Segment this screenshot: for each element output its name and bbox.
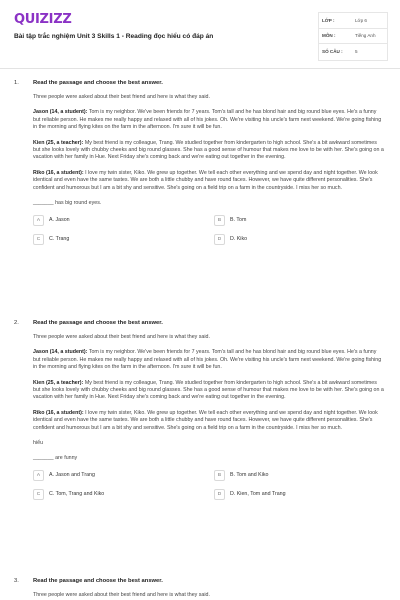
- meta-value: Tiếng Anh: [355, 33, 376, 39]
- question-stem: _______ has big round eyes.: [33, 200, 102, 207]
- meta-row-subject: [319, 29, 387, 45]
- question-body: [33, 80, 385, 245]
- paragraph-text: My best friend is my colleague, Trang. We studied together from kindergarten to high school. She's a bit awkward sometimes but she looks lovely with chubby cheeks and big round glasses. She has a good sense of humour that makes me love to be with her. She's going on a vacation with her family in Hue. Next Friday she's coming back and we're eating out together in the evening.: [33, 139, 384, 161]
- header-divider: [0, 68, 400, 69]
- paragraph-text: I love my twin sister, Kiko. We grew up together. We tell each other everything and we spend day and night together. We look identical and even have the same tastes. We are both a little chubby and have round faces. However, we have quite different personalities. She's confident and humorous but I am a bit shy and sensitive. She's going on a field trip on a farm in the countryside. I miss her so much.: [33, 169, 378, 191]
- paragraph-text: Tom is my neighbor. We've been friends for 7 years. Tom's tall and he has blond hair and big round blue eyes. He's a funny but reliable person. He makes me really happy and relaxed with all of his jokes. Oh. We're visiting his uncle's farm next weekend. We're going fishing in the morning and flying kites on the farm in the afternoon. I'm sure it will be fun.: [33, 109, 382, 131]
- passage-paragraph: [33, 109, 385, 131]
- passage-paragraph: [33, 380, 385, 402]
- option-letter: C: [33, 234, 44, 245]
- meta-value: Lớp 6: [355, 17, 367, 23]
- meta-row-count: [319, 44, 387, 60]
- meta-table: [318, 12, 388, 61]
- question-body: [33, 320, 385, 500]
- question-prompt: Read the passage and choose the best answer.: [33, 578, 163, 584]
- passage-paragraph: [33, 349, 385, 371]
- meta-key: LỚP :: [322, 17, 335, 23]
- meta-row-class: [319, 13, 387, 29]
- speaker-label: Kien (25, a teacher):: [33, 379, 84, 386]
- option-text: C. Trang: [49, 236, 70, 243]
- option-c[interactable]: [33, 233, 214, 245]
- speaker-label: Kien (25, a teacher):: [33, 139, 84, 146]
- option-text: C. Tom, Trang and Kiko: [49, 491, 105, 498]
- question-prompt: Read the passage and choose the best answer.: [33, 80, 163, 86]
- option-text: D. Kiko: [230, 236, 248, 243]
- passage-paragraph: [33, 410, 385, 432]
- page-header: [0, 0, 400, 62]
- meta-value: 5: [355, 49, 358, 55]
- option-text: A. Jason and Trang: [49, 472, 95, 479]
- paragraph-text: Tom is my neighbor. We've been friends for 7 years. Tom's tall and he has blond hair and big round blue eyes. He's a funny but reliable person. He makes me really happy and relaxed with all of his jokes. Oh. We're visiting his uncle's farm next weekend. We're going fishing in the morning and flying kites on the farm in the afternoon. I'm sure it will be fun.: [33, 349, 382, 371]
- option-letter: B: [214, 215, 225, 226]
- option-b[interactable]: [214, 469, 385, 481]
- paragraph-text: I love my twin sister, Kiko. We grew up together. We tell each other everything and we spend day and night together. We look identical and even have the same tastes. We are both a little chubby and have round faces. However, we have quite different personalities. She's confident and humorous but I am a bit shy and sensitive. She's going on a field trip on a farm in the countryside. I miss her so much.: [33, 409, 378, 431]
- passage-intro: Three people were asked about their best friend and here is what they said.: [33, 94, 210, 100]
- option-text: B. Tom: [230, 217, 247, 224]
- option-letter: D: [214, 489, 225, 500]
- option-letter: B: [214, 470, 225, 481]
- speaker-label: Riko (16, a student):: [33, 169, 84, 176]
- question-number: 1.: [14, 80, 19, 86]
- passage-intro: Three people were asked about their best friend and here is what they said.: [33, 592, 210, 598]
- option-letter: A: [33, 470, 44, 481]
- option-text: B. Tom and Kiko: [230, 472, 269, 479]
- speaker-label: Jason (14, a student):: [33, 349, 88, 356]
- option-c[interactable]: [33, 488, 214, 500]
- option-letter: C: [33, 489, 44, 500]
- option-text: A. Jason: [49, 217, 70, 224]
- option-text: D. Kien, Tom and Trang: [230, 491, 286, 498]
- option-d[interactable]: [214, 488, 385, 500]
- option-a[interactable]: [33, 214, 214, 226]
- question-stem: _______ are funny: [33, 455, 78, 462]
- option-letter: D: [214, 234, 225, 245]
- question-body: [33, 578, 385, 599]
- extra-text: hiểu: [33, 440, 44, 447]
- answer-options: [33, 469, 385, 500]
- passage-paragraph: [33, 140, 385, 162]
- option-letter: A: [33, 215, 44, 226]
- speaker-label: Riko (16, a student):: [33, 409, 84, 416]
- question-prompt: Read the passage and choose the best answer.: [33, 320, 163, 326]
- question-number: 2.: [14, 320, 19, 326]
- paragraph-text: My best friend is my colleague, Trang. We studied together from kindergarten to high school. She's a bit awkward sometimes but she looks lovely with chubby cheeks and big round glasses. She has a good sense of humour that makes me love to be with her. She's going on a vacation with her family in Hue. Next Friday she's coming back and we're eating out together in the evening.: [33, 379, 384, 401]
- question-number: 3.: [14, 578, 19, 584]
- meta-key: MÔN :: [322, 33, 336, 39]
- option-b[interactable]: [214, 214, 385, 226]
- speaker-label: Jason (14, a student):: [33, 109, 88, 116]
- passage-paragraph: [33, 170, 385, 192]
- passage-intro: Three people were asked about their best friend and here is what they said.: [33, 334, 210, 340]
- answer-options: [33, 214, 385, 245]
- option-d[interactable]: [214, 233, 385, 245]
- quizizz-logo: QUIZIZZ: [14, 12, 72, 27]
- document-title: Bài tập trắc nghiệm Unit 3 Skills 1 - Reading đọc hiểu có đáp án: [14, 33, 214, 40]
- option-a[interactable]: [33, 469, 214, 481]
- meta-key: SỐ CÂU :: [322, 49, 343, 55]
